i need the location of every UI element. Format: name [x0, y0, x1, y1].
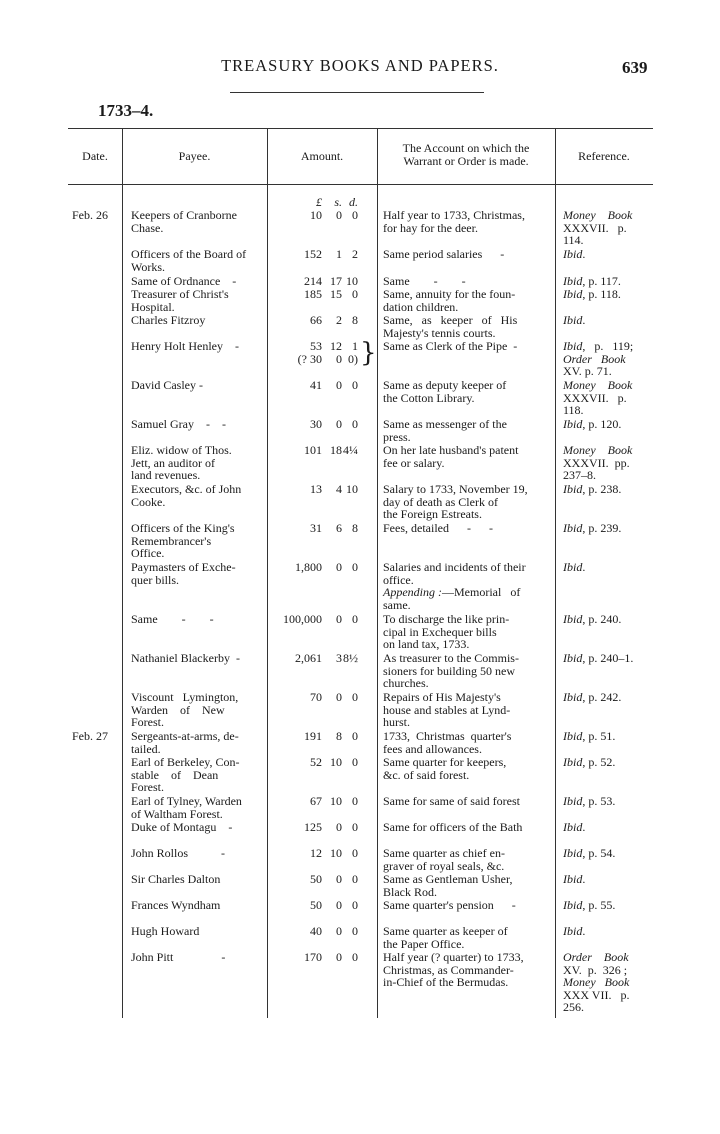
pounds-value: 170: [304, 950, 322, 964]
pence-value: 4¼: [343, 443, 358, 457]
shillings-unit: s.: [334, 195, 342, 209]
shillings-value: 1: [336, 247, 342, 261]
account-cell: [383, 288, 550, 313]
account-line: office.: [383, 572, 414, 587]
shillings-value: 0: [336, 560, 342, 574]
payee-line: quer bills.: [131, 572, 179, 587]
account-line: Salaries and incidents of their: [383, 560, 526, 574]
reference-cell: [563, 899, 657, 912]
payee-cell: [131, 314, 263, 327]
reference-line: Ibid.: [563, 560, 586, 574]
account-line: Same, as keeper of His: [383, 313, 518, 327]
pence-value: 0: [352, 794, 358, 808]
payee-cell: [131, 209, 263, 234]
pounds-value: 67: [310, 794, 322, 808]
account-line: cipal in Exchequer bills: [383, 624, 497, 639]
payee-cell: [131, 925, 263, 938]
payee-line: Hugh Howard: [131, 924, 200, 938]
payee-line: Office.: [131, 546, 165, 561]
account-line: the Foreign Estreats.: [383, 507, 482, 522]
pounds-value: 52: [310, 755, 322, 769]
pence-value: 10: [346, 482, 358, 496]
reference-line: Ibid.: [563, 313, 586, 327]
payee-cell: [131, 899, 263, 912]
payee-cell: [131, 418, 263, 431]
pounds-value: 1,800: [295, 560, 322, 574]
reference-line: Money Book: [563, 378, 633, 392]
shillings-value: 0: [336, 352, 342, 366]
payee-cell: [131, 847, 263, 860]
account-cell: [383, 248, 550, 261]
reference-cell: [563, 522, 657, 535]
table-header-rule: [68, 184, 653, 185]
payee-line: Officers of the King's: [131, 521, 235, 535]
pounds-value: 100,000: [283, 612, 322, 626]
shillings-value: 0: [336, 208, 342, 222]
account-line: Same as messenger of the: [383, 417, 507, 431]
payee-line: Same - -: [131, 612, 214, 626]
reference-line: Ibid.: [563, 820, 586, 834]
payee-cell: [131, 873, 263, 886]
reference-line: Ibid.: [563, 924, 586, 938]
account-line: &c. of said forest.: [383, 767, 470, 782]
payee-cell: [131, 379, 263, 392]
column-divider: [555, 128, 556, 1018]
account-line: house and stables at Lynd-: [383, 702, 511, 717]
payee-cell: [131, 795, 263, 820]
reference-cell: [563, 275, 657, 288]
payee-line: Forest.: [131, 715, 164, 730]
payee-cell: [131, 561, 263, 586]
reference-line: XXXVII. p.: [563, 390, 627, 405]
payee-cell: [131, 444, 263, 482]
reference-line: Order Book: [563, 950, 629, 964]
account-cell: [383, 379, 550, 404]
pence-value: 0: [352, 690, 358, 704]
account-line: 1733, Christmas quarter's: [383, 729, 512, 743]
account-line: Same quarter as chief en-: [383, 846, 505, 860]
pence-value: 8: [352, 313, 358, 327]
payee-line: John Rollos -: [131, 846, 226, 860]
payee-line: Eliz. widow of Thos.: [131, 443, 232, 457]
account-line: Same period salaries -: [383, 247, 505, 261]
reference-cell: [563, 925, 657, 938]
reference-cell: [563, 444, 657, 482]
shillings-value: 0: [336, 924, 342, 938]
account-line: Same for same of said forest: [383, 794, 520, 808]
reference-line: XXX VII. p.: [563, 987, 630, 1002]
reference-cell: [563, 821, 657, 834]
shillings-value: 0: [336, 612, 342, 626]
pence-value: 0: [352, 755, 358, 769]
reference-cell: [563, 873, 657, 886]
reference-line: XXXVII. p.: [563, 220, 627, 235]
payee-line: Jett, an auditor of: [131, 455, 215, 470]
shillings-value: 10: [330, 794, 342, 808]
payee-cell: [131, 730, 263, 755]
account-line: sioners for building 50 new: [383, 663, 515, 678]
account-line: graver of royal seals, &c.: [383, 858, 505, 873]
account-cell: [383, 444, 550, 469]
reference-line: Ibid, p. 242.: [563, 690, 622, 704]
account-line: on land tax, 1733.: [383, 637, 470, 652]
account-line: To discharge the like prin-: [383, 612, 510, 626]
column-header-account-line: The Account on which the: [402, 141, 530, 155]
reference-line: Ibid, p. 240.: [563, 612, 622, 626]
payee-line: Nathaniel Blackerby -: [131, 651, 240, 665]
account-line: Same quarter's pension -: [383, 898, 516, 912]
appending-line: Appending :—Memorial of: [383, 585, 521, 600]
reference-line: Ibid, p. 238.: [563, 482, 622, 496]
reference-cell: [563, 951, 657, 1014]
account-line: Salary to 1733, November 19,: [383, 482, 528, 496]
payee-line: Henry Holt Henley -: [131, 339, 239, 353]
column-divider: [267, 128, 268, 1018]
payee-line: Sergeants-at-arms, de-: [131, 729, 239, 743]
account-cell: [383, 652, 550, 690]
reference-line: Order Book: [563, 351, 626, 366]
account-line: the Cotton Library.: [383, 390, 475, 405]
shillings-value: 18: [330, 443, 342, 457]
pounds-value: 50: [310, 898, 322, 912]
payee-line: Treasurer of Christ's: [131, 287, 229, 301]
reference-line: Ibid, p. 52.: [563, 755, 616, 769]
payee-line: Chase.: [131, 220, 164, 235]
running-head-title: TREASURY BOOKS AND PAPERS.: [221, 56, 499, 75]
payee-line: Cooke.: [131, 494, 166, 509]
account-line: Same as Gentleman Usher,: [383, 872, 513, 886]
account-cell: [383, 209, 550, 234]
reference-line: Money Book: [563, 975, 630, 990]
pence-value: 2: [352, 247, 358, 261]
account-line: Same for officers of the Bath: [383, 820, 523, 834]
account-line: Half year to 1733, Christmas,: [383, 208, 525, 222]
column-header-payee: Payee.: [178, 149, 211, 163]
reference-line: Ibid.: [563, 872, 586, 886]
account-cell: [383, 314, 550, 339]
payee-cell: [131, 248, 263, 273]
account-cell: [383, 275, 550, 288]
payee-cell: [131, 951, 263, 964]
reference-line: 118.: [563, 403, 584, 418]
pounds-value: 185: [304, 287, 322, 301]
shillings-value: 0: [336, 898, 342, 912]
shillings-value: 12: [330, 339, 342, 353]
pence-value: 0: [352, 950, 358, 964]
reference-cell: [563, 561, 657, 574]
shillings-value: 3: [336, 651, 342, 665]
pence-value: 0: [352, 378, 358, 392]
account-cell: [383, 418, 550, 443]
pence-value: 1: [352, 339, 358, 353]
shillings-value: 0: [336, 950, 342, 964]
shillings-value: 0: [336, 872, 342, 886]
pounds-value: 41: [310, 378, 322, 392]
reference-line: Ibid, p. 118.: [563, 287, 621, 301]
reference-line: XXXVII. pp.: [563, 455, 630, 470]
shillings-value: 0: [336, 417, 342, 431]
pounds-value: 214: [304, 274, 322, 288]
pence-value: 0: [352, 612, 358, 626]
payee-line: tailed.: [131, 741, 161, 756]
shillings-value: 8: [336, 729, 342, 743]
header-rule: [230, 92, 484, 93]
pence-value: 0): [348, 352, 358, 366]
reference-cell: [563, 795, 657, 808]
pounds-value: 30: [310, 417, 322, 431]
reference-line: Ibid, p. 117.: [563, 274, 621, 288]
shillings-value: 0: [336, 820, 342, 834]
reference-line: Ibid, p. 240–1.: [563, 651, 634, 665]
payee-line: Forest.: [131, 780, 164, 795]
pence-value: 0: [352, 729, 358, 743]
account-line: Repairs of His Majesty's: [383, 690, 501, 704]
payee-cell: [131, 613, 263, 626]
payee-cell: [131, 691, 263, 729]
pounds-value: 40: [310, 924, 322, 938]
account-cell: [383, 821, 550, 834]
account-cell: [383, 691, 550, 729]
date-feb-26: Feb. 26: [72, 208, 108, 222]
reference-line: Ibid.: [563, 247, 586, 261]
payee-line: Samuel Gray - -: [131, 417, 226, 431]
account-line: As treasurer to the Commis-: [383, 651, 519, 665]
column-divider: [122, 128, 123, 1018]
pounds-value: 50: [310, 872, 322, 886]
pence-value: 0: [352, 287, 358, 301]
reference-cell: [563, 340, 657, 378]
account-line: Same quarter as keeper of: [383, 924, 508, 938]
payee-line: Charles Fitzroy: [131, 313, 206, 327]
reference-cell: [563, 756, 657, 769]
year-heading: 1733–4.: [98, 101, 154, 120]
column-divider: [377, 128, 378, 1018]
payee-line: Same of Ordnance -: [131, 274, 237, 288]
reference-line: 237–8.: [563, 468, 596, 483]
account-line: Half year (? quarter) to 1733,: [383, 950, 524, 964]
pence-value: 0: [352, 820, 358, 834]
shillings-value: 10: [330, 755, 342, 769]
reference-line: Money Book: [563, 443, 633, 457]
account-cell: [383, 795, 550, 808]
pence-value: 0: [352, 898, 358, 912]
reference-line: 256.: [563, 1000, 584, 1015]
shillings-value: 0: [336, 690, 342, 704]
payee-cell: [131, 756, 263, 794]
reference-line: Ibid, p. 119;: [563, 339, 634, 353]
pounds-value: 13: [310, 482, 322, 496]
shillings-value: 2: [336, 313, 342, 327]
payee-line: Executors, &c. of John: [131, 482, 242, 496]
reference-cell: [563, 847, 657, 860]
column-header-amount: Amount.: [300, 149, 344, 163]
page-number: 639: [622, 58, 648, 77]
payee-line: David Casley -: [131, 378, 203, 392]
pence-value: 0: [352, 872, 358, 886]
pence-value: 0: [352, 560, 358, 574]
pence-unit: d.: [349, 195, 358, 209]
account-line: day of death as Clerk of: [383, 494, 498, 509]
payee-line: Remembrancer's: [131, 533, 212, 548]
reference-line: Money Book: [563, 208, 633, 222]
pounds-value: 12: [310, 846, 322, 860]
pounds-value: 10: [310, 208, 322, 222]
payee-line: of Waltham Forest.: [131, 806, 223, 821]
payee-line: Earl of Tylney, Warden: [131, 794, 242, 808]
column-header-reference: Reference.: [578, 149, 630, 163]
pence-value: 8½: [343, 651, 358, 665]
date-feb-27: Feb. 27: [72, 729, 108, 743]
payee-cell: [131, 483, 263, 508]
column-header-account: [377, 142, 555, 168]
payee-line: stable of Dean: [131, 767, 219, 782]
pounds-value: 66: [310, 313, 322, 327]
reference-line: Ibid, p. 54.: [563, 846, 616, 860]
account-line: Same quarter for keepers,: [383, 755, 507, 769]
reference-cell: [563, 209, 657, 247]
pounds-value: (? 30: [297, 352, 322, 366]
reference-line: 114.: [563, 233, 584, 248]
reference-line: XV. p. 326 ;: [563, 962, 628, 977]
pounds-value: 70: [310, 690, 322, 704]
appending-line: same.: [383, 597, 411, 612]
column-header-account-line: Warrant or Order is made.: [403, 154, 529, 168]
account-cell: [383, 756, 550, 781]
payee-cell: [131, 340, 263, 353]
account-cell: [383, 730, 550, 755]
account-line: the Paper Office.: [383, 936, 465, 951]
reference-line: Ibid, p. 239.: [563, 521, 622, 535]
pounds-value: 101: [304, 443, 322, 457]
payee-cell: [131, 288, 263, 313]
reference-cell: [563, 418, 657, 431]
pounds-value: 2,061: [295, 651, 322, 665]
account-cell: [383, 847, 550, 872]
payee-line: Works.: [131, 259, 166, 274]
pounds-unit: £: [316, 195, 322, 209]
account-cell: [383, 873, 550, 898]
payee-line: Viscount Lymington,: [131, 690, 239, 704]
pence-value: 0: [352, 417, 358, 431]
pounds-value: 53: [310, 339, 322, 353]
account-line: Same as deputy keeper of: [383, 378, 507, 392]
account-cell: [383, 951, 550, 989]
account-cell: [383, 925, 550, 950]
reference-cell: [563, 248, 657, 261]
account-line: hurst.: [383, 715, 410, 730]
payee-line: Frances Wyndham: [131, 898, 221, 912]
account-cell: [383, 899, 550, 912]
payee-line: John Pitt -: [131, 950, 226, 964]
shillings-value: 17: [330, 274, 342, 288]
account-line: Christmas, as Commander-: [383, 962, 514, 977]
pounds-value: 31: [310, 521, 322, 535]
payee-cell: [131, 821, 263, 834]
payee-line: land revenues.: [131, 468, 201, 483]
payee-line: Duke of Montagu -: [131, 820, 233, 834]
payee-cell: [131, 275, 263, 288]
table-top-rule: [68, 128, 653, 129]
account-line: dation children.: [383, 299, 459, 314]
pence-value: 0: [352, 924, 358, 938]
account-line: Same, annuity for the foun-: [383, 287, 516, 301]
account-line: fees and allowances.: [383, 741, 482, 756]
payee-cell: [131, 522, 263, 560]
payee-line: Officers of the Board of: [131, 247, 247, 261]
account-line: for hay for the deer.: [383, 220, 478, 235]
account-cell: [383, 483, 550, 521]
reference-cell: [563, 314, 657, 327]
account-line: churches.: [383, 676, 429, 691]
pounds-value: 152: [304, 247, 322, 261]
shillings-value: 4: [336, 482, 342, 496]
account-line: On her late husband's patent: [383, 443, 519, 457]
reference-line: XV. p. 71.: [563, 364, 612, 379]
account-line: Majesty's tennis courts.: [383, 325, 496, 340]
brace: }: [360, 338, 377, 368]
payee-line: Sir Charles Dalton: [131, 872, 221, 886]
reference-line: Ibid, p. 53.: [563, 794, 616, 808]
shillings-value: 0: [336, 378, 342, 392]
shillings-value: 10: [330, 846, 342, 860]
reference-cell: [563, 379, 657, 417]
account-line: Same as Clerk of the Pipe -: [383, 339, 518, 353]
payee-line: Warden of New: [131, 702, 225, 717]
account-cell: [383, 613, 550, 651]
column-header-date: Date.: [82, 149, 108, 163]
reference-cell: [563, 691, 657, 704]
pounds-value: 191: [304, 729, 322, 743]
reference-line: Ibid, p. 55.: [563, 898, 616, 912]
payee-cell: [131, 652, 263, 665]
account-line: fee or salary.: [383, 455, 445, 470]
reference-cell: [563, 288, 657, 301]
reference-line: Ibid, p. 120.: [563, 417, 622, 431]
shillings-value: 15: [330, 287, 342, 301]
account-line: Black Rod.: [383, 884, 437, 899]
payee-line: Keepers of Cranborne: [131, 208, 237, 222]
account-line: press.: [383, 429, 411, 444]
account-line: in-Chief of the Bermudas.: [383, 975, 509, 990]
account-line: Same - -: [383, 274, 466, 288]
shillings-value: 6: [336, 521, 342, 535]
account-line: Fees, detailed - -: [383, 521, 493, 535]
pounds-value: 125: [304, 820, 322, 834]
pence-value: 8: [352, 521, 358, 535]
reference-line: Ibid, p. 51.: [563, 729, 616, 743]
pence-value: 0: [352, 846, 358, 860]
pence-value: 0: [352, 208, 358, 222]
account-cell: [383, 522, 550, 535]
payee-line: Paymasters of Exche-: [131, 560, 236, 574]
reference-cell: [563, 652, 657, 665]
account-cell: [383, 340, 550, 353]
reference-cell: [563, 730, 657, 743]
reference-cell: [563, 613, 657, 626]
payee-line: Hospital.: [131, 299, 175, 314]
account-cell: [383, 561, 550, 611]
pence-value: 10: [346, 274, 358, 288]
reference-cell: [563, 483, 657, 496]
payee-line: Earl of Berkeley, Con-: [131, 755, 240, 769]
